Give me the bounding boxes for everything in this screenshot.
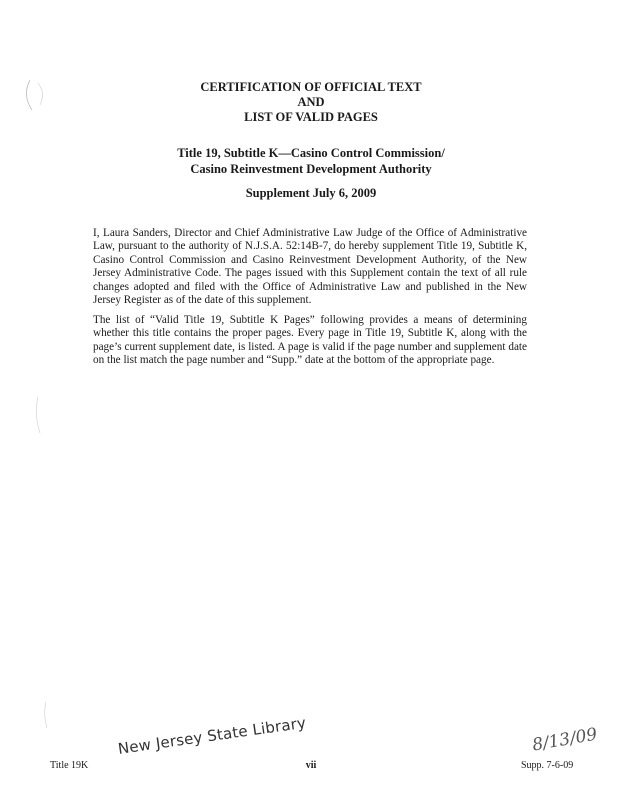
supplement-date: Supplement July 6, 2009: [245, 186, 377, 200]
subtitle-line-2: Casino Reinvestment Development Authority: [190, 162, 432, 176]
title-line-2: AND: [297, 95, 325, 109]
scan-mark-icon: [40, 700, 52, 730]
body-paragraph: The list of “Valid Title 19, Subtitle K Pages” following provides a means of determining whether this title contains the proper pages. Every page in Title 19, Subtitle K, along with the page’s current supplement date, is listed. A page is valid if the page number and supplement date on the list match the page number and “Supp.” date at the bottom of the appropriate page.: [93, 314, 527, 367]
document-title: [0, 80, 622, 125]
subtitle-line-1: Title 19, Subtitle K—Casino Control Commission/: [177, 146, 445, 160]
document-subtitle: [0, 145, 622, 177]
handwritten-date: 8/13/09: [530, 724, 599, 756]
footer-title: Title 19K: [50, 760, 89, 771]
title-line-1: CERTIFICATION OF OFFICIAL TEXT: [200, 80, 422, 94]
body-paragraph: I, Laura Sanders, Director and Chief Administrative Law Judge of the Office of Administrative Law, pursuant to the authority of N.J.S.A. 52:14B-7, do hereby supplement Title 19, Subtitle K, Casino Control Commission and Casino Reinvestment Development Authority, of the New Jersey Administrative Code. The pages issued with this Supplement contain the text of all rule changes adopted and filed with the Office of Administrative Law and published in the New Jersey Register as of the date of this supplement.: [93, 227, 527, 307]
scan-mark-icon: [30, 395, 46, 435]
footer-supplement: Supp. 7-6-09: [521, 760, 574, 771]
page-number: vii: [305, 760, 317, 771]
title-line-3: LIST OF VALID PAGES: [244, 110, 378, 124]
library-stamp: New Jersey State Library: [116, 713, 308, 758]
